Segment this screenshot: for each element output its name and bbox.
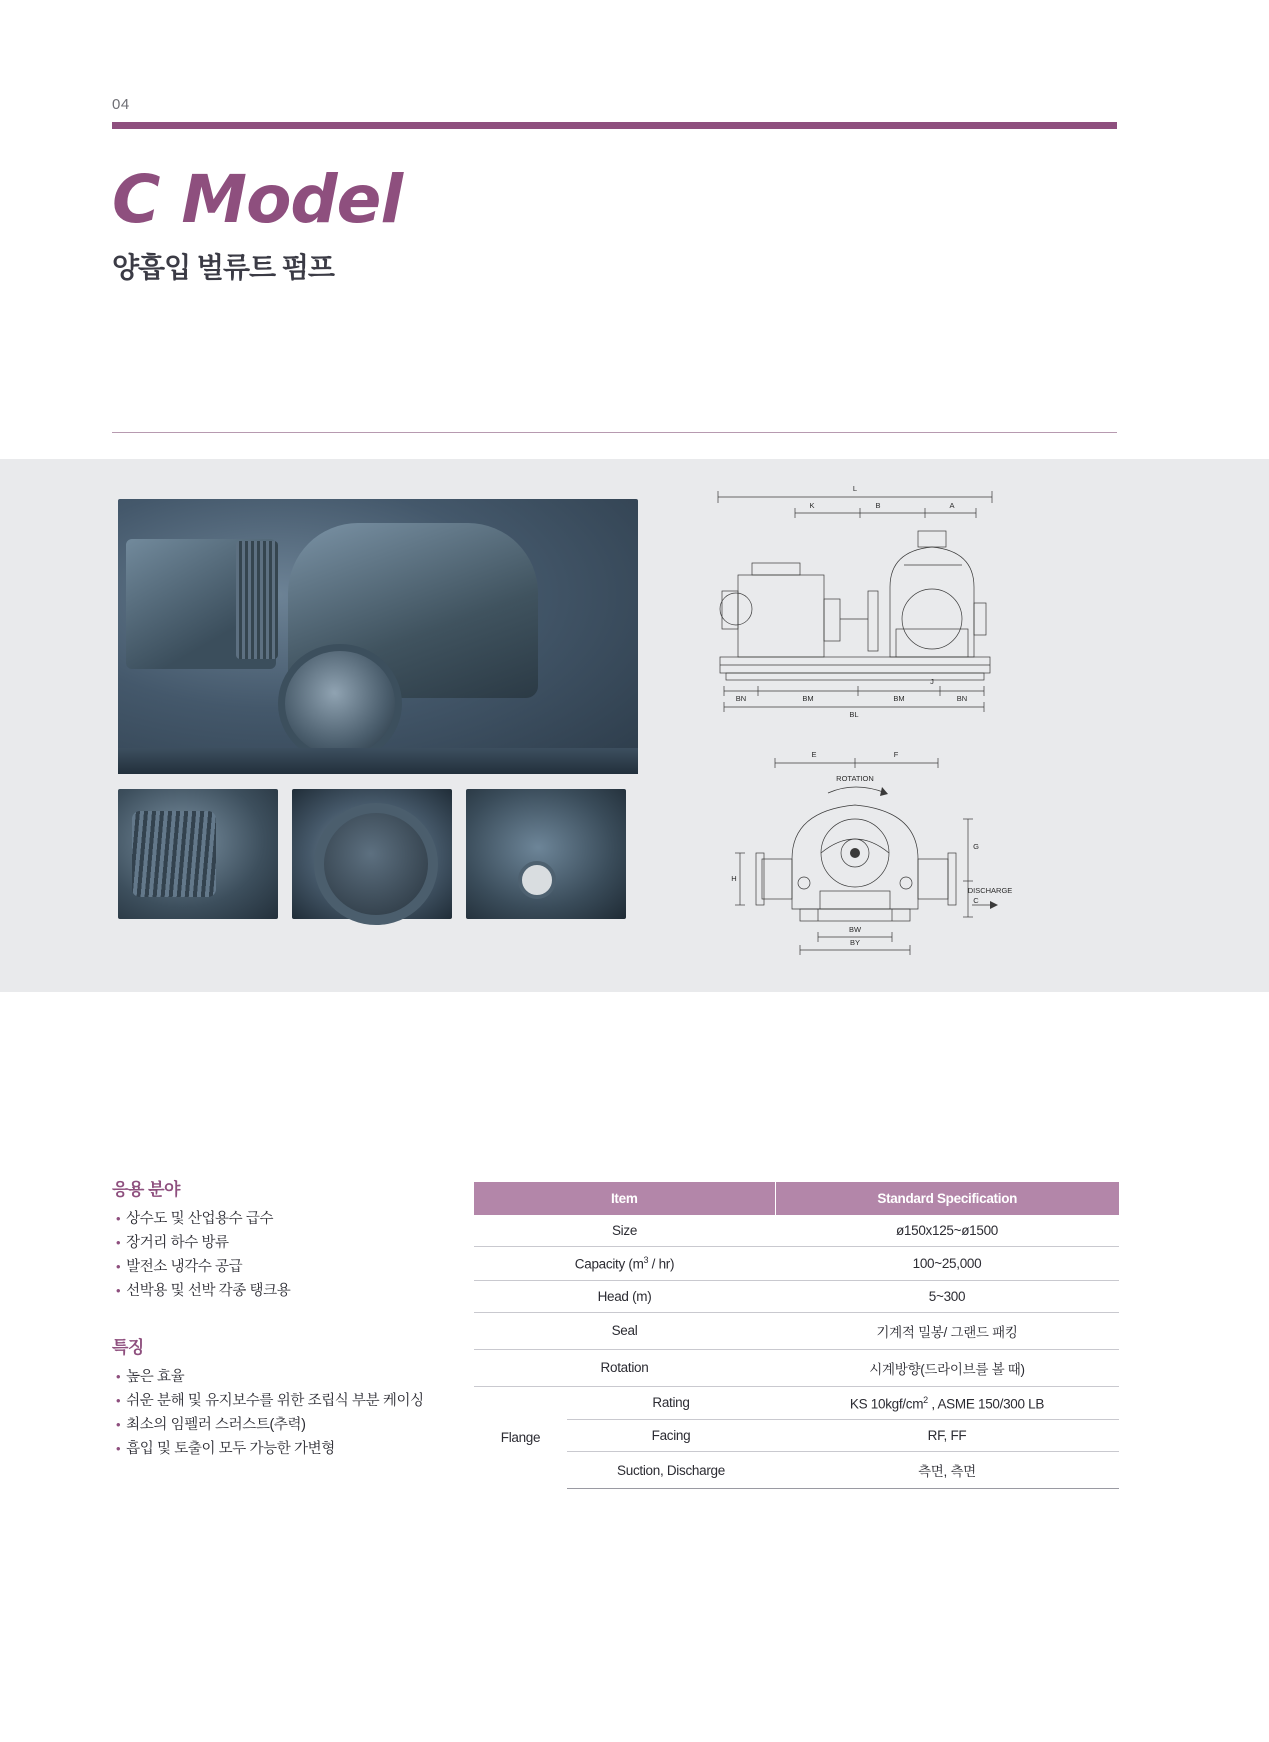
photo-flange-detail [314, 803, 438, 925]
page-subtitle: 양흡입 벌류트 펌프 [112, 252, 334, 284]
row-label-size: Size [474, 1215, 775, 1247]
list-item: • 선박용 및 선박 각종 탱크용 [116, 1280, 436, 1304]
svg-text:K: K [809, 501, 815, 510]
svg-text:BN: BN [956, 694, 968, 703]
svg-text:J: J [930, 677, 934, 686]
row-label-flange: Flange [500, 1429, 541, 1445]
row-value-head: 5~300 [775, 1280, 1119, 1312]
row-value-size: ø150x125~ø1500 [775, 1215, 1119, 1247]
list-item: • 상수도 및 산업용수 급수 [116, 1208, 436, 1232]
row-value-rotation: 시계방향(드라이브를 볼 때) [775, 1349, 1119, 1386]
row-value-flange-rating: KS $10kgf/cm^2$ , ASME 150/300 LB [775, 1386, 1119, 1420]
list-item: • 높은 효율 [116, 1366, 456, 1390]
row-label-flange-rating: Rating [567, 1386, 775, 1420]
side-view-svg [700, 479, 1010, 719]
svg-text:L: L [852, 484, 858, 493]
table-row [474, 1215, 1119, 1247]
list-item: • 쉬운 분해 및 유지보수를 위한 조립식 부분 케이싱 [116, 1390, 456, 1414]
specification-table [474, 1182, 1119, 1489]
row-value-seal: 기계적 밀봉/ 그랜드 패킹 [775, 1312, 1119, 1349]
pump-photo-detail-1 [118, 789, 278, 919]
svg-text:E: E [811, 750, 817, 759]
pump-photo-main [118, 499, 638, 774]
row-value-flange-facing: RF, FF [775, 1420, 1119, 1452]
list-item: • 최소의 임펠러 스러스트(추력) [116, 1414, 456, 1438]
page-number: 04 [112, 96, 130, 113]
row-label-rotation: Rotation [474, 1349, 775, 1386]
table-row [474, 1420, 1119, 1452]
svg-text:A: A [949, 501, 955, 510]
svg-text:BM: BM [893, 694, 905, 703]
svg-text:G: G [973, 842, 979, 851]
front-view-svg [700, 741, 1013, 956]
technical-drawing-front-view [700, 741, 1013, 956]
table-row [474, 1349, 1119, 1386]
table-row [474, 1452, 1119, 1489]
row-label-flange-facing: Facing [567, 1420, 775, 1452]
product-image-band [0, 459, 1269, 992]
row-label-capacity: Capacity $(m^3 / hr)$ [474, 1247, 775, 1281]
row-value-flange-suction-discharge: 측면, 측면 [775, 1452, 1119, 1489]
table-row [474, 1280, 1119, 1312]
table-row [474, 1247, 1119, 1281]
photo-fan-detail [132, 811, 216, 897]
svg-text:C: C [973, 896, 979, 905]
table-header-standard: Standard Specification [775, 1182, 1119, 1215]
svg-text:BM: BM [802, 694, 814, 703]
features-list [116, 1366, 456, 1462]
features-heading: 특징 [112, 1338, 144, 1357]
title-divider [112, 432, 1117, 433]
row-label-flange-suction-discharge: Suction, Discharge [567, 1452, 775, 1489]
svg-text:BN: BN [735, 694, 747, 703]
table-row [474, 1312, 1119, 1349]
svg-text:BY: BY [849, 938, 861, 947]
svg-text:F: F [893, 750, 899, 759]
header-rule [112, 122, 1117, 129]
photo-gauge-detail [518, 861, 556, 899]
svg-text:BW: BW [848, 925, 862, 934]
list-item: • 장거리 하수 방류 [116, 1232, 436, 1256]
svg-text:BL: BL [849, 710, 859, 719]
list-item: • 발전소 냉각수 공급 [116, 1256, 436, 1280]
svg-text:ROTATION: ROTATION [836, 774, 874, 783]
table-header-row [474, 1182, 1119, 1215]
technical-drawing-side-view [700, 479, 1010, 719]
svg-text:H: H [731, 874, 737, 883]
table-row [474, 1386, 1119, 1420]
applications-heading: 응용 분야 [112, 1180, 180, 1199]
svg-text:DISCHARGE: DISCHARGE [967, 886, 1013, 895]
pump-photo-detail-3 [466, 789, 626, 919]
pump-photo-detail-2 [292, 789, 452, 919]
row-label-head: Head (m) [474, 1280, 775, 1312]
title-block [112, 161, 403, 286]
list-item: • 흡입 및 토출이 모두 가능한 가변형 [116, 1438, 456, 1462]
page-title: C Model [112, 161, 403, 238]
applications-list [116, 1208, 436, 1304]
table-header-item: Item [474, 1182, 775, 1215]
photo-suction-flange [278, 644, 402, 763]
row-value-capacity: 100~25,000 [775, 1247, 1119, 1281]
row-label-seal: Seal [474, 1312, 775, 1349]
photo-coupling-part [236, 541, 278, 659]
svg-text:B: B [875, 501, 881, 510]
